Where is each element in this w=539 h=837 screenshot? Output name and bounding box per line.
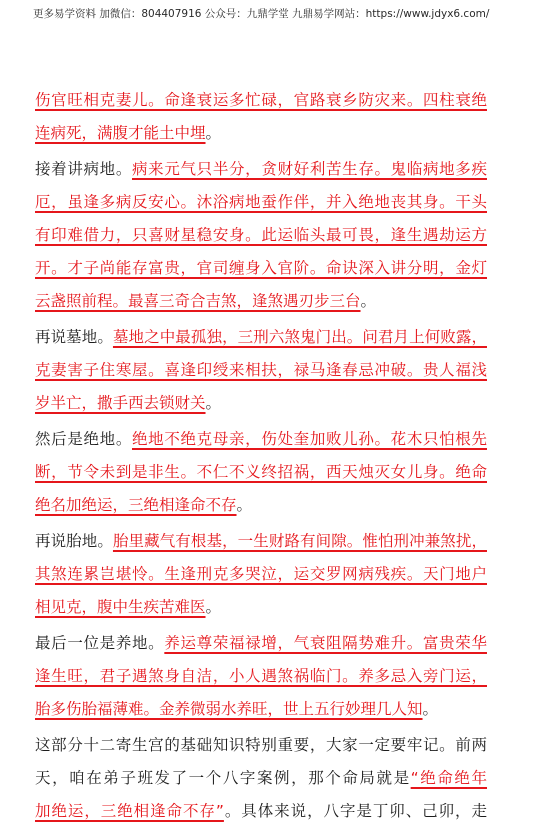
- text-line: [35, 84, 487, 117]
- text-line: [35, 627, 487, 660]
- text-line: [35, 186, 487, 219]
- text-line: [35, 285, 487, 318]
- text-line: [35, 660, 487, 693]
- body-text: 。: [205, 598, 222, 616]
- body-text: 。: [236, 496, 253, 514]
- highlighted-verse: 伤官旺相克妻儿。命逢衰运多忙碌，官路衰乡防灾来。四柱衰绝: [35, 91, 487, 109]
- highlighted-verse: 云盏照前程。最喜三奇合吉煞，逢煞遇刃步三台: [35, 292, 361, 310]
- text-line: [35, 489, 487, 522]
- highlighted-verse: 有印难借力，只喜财星稳安身。此运临头最可畏，逢生遇劫运方: [35, 226, 487, 244]
- highlighted-verse: 胎多伤胎福薄难。金养微弱水养旺，世上五行妙理几人知: [35, 700, 423, 718]
- highlighted-verse: 墓地之中最孤独，三刑六煞鬼门出。问君月上何败露，: [112, 328, 487, 346]
- text-line: [35, 354, 487, 387]
- text-line: [35, 387, 487, 420]
- text-line: [35, 525, 487, 558]
- body-text: 接着讲病地。: [35, 160, 132, 178]
- text-line: [35, 252, 487, 285]
- paragraph: [35, 153, 487, 318]
- highlighted-verse: 病来元气只半分，贪财好利苦生存。鬼临病地多疾: [132, 160, 487, 178]
- paragraph: [35, 84, 487, 150]
- body-text: 。具体来说，八字是丁卯、己卯，走: [223, 802, 487, 820]
- highlighted-verse: 克妻害子住寒屋。喜逢印绶来相扶，禄马逢春忌冲破。贵人福浅: [35, 361, 487, 379]
- body-text: 。: [205, 394, 222, 412]
- text-line: [35, 729, 487, 762]
- highlighted-verse: 绝名加绝运，三绝相逢命不存: [35, 496, 237, 514]
- body-text: 这部分十二寄生宫的基础知识特别重要，大家一定要牢记。前两: [35, 736, 487, 754]
- highlighted-verse: 逢生旺，君子遇煞身自洁，小人遇煞祸临门。养多忌入旁门运，: [35, 667, 487, 685]
- document-body: [35, 84, 487, 831]
- highlighted-verse: 岁半亡，撒手西去锁财关: [35, 394, 206, 412]
- body-text: 然后是绝地。: [35, 430, 132, 448]
- text-line: [35, 117, 487, 150]
- quoted-verse: 加绝运，三绝相逢命不存”: [35, 802, 224, 820]
- highlighted-verse: 胎里藏气有根基，一生财路有间隙。惟怕刑冲兼煞扰，: [112, 532, 487, 550]
- highlighted-verse: 其煞连累岂堪怜。生逢刑克多哭泣，运交罗网病残疾。天门地户: [35, 565, 487, 583]
- text-line: [35, 558, 487, 591]
- highlighted-verse: 绝地不绝克母亲，伤处奎加败儿孙。花木只怕根先: [132, 430, 487, 448]
- text-line: [35, 321, 487, 354]
- text-line: [35, 762, 487, 795]
- text-line: [35, 591, 487, 624]
- text-line: [35, 219, 487, 252]
- highlighted-verse: 养运尊荣福禄增，气衰阻隔势难升。富贵荣华: [164, 634, 487, 652]
- body-text: 天，咱在弟子班发了一个八字案例，那个命局就是: [35, 769, 411, 787]
- paragraph: [35, 423, 487, 522]
- text-line: [35, 423, 487, 456]
- paragraph: [35, 321, 487, 420]
- body-text: 。: [205, 124, 222, 142]
- quoted-verse: “绝命绝年: [410, 769, 487, 787]
- text-line: [35, 693, 487, 726]
- highlighted-verse: 开。才子尚能存富贵，官司缠身入官阶。命诀深入讲分明，金灯: [35, 259, 487, 277]
- highlighted-verse: 连病死，满腹才能土中埋: [35, 124, 206, 142]
- highlighted-verse: 相见克，腹中生疾苦难医: [35, 598, 206, 616]
- highlighted-verse: 断，节令未到是非生。不仁不义终招祸，西天烛灭女儿身。绝命: [35, 463, 487, 481]
- body-text: 再说胎地。: [35, 532, 113, 550]
- paragraph: [35, 627, 487, 726]
- text-line: [35, 456, 487, 489]
- body-text: 再说墓地。: [35, 328, 113, 346]
- body-text: 。: [360, 292, 377, 310]
- highlighted-verse: 厄，虽逢多病反安心。沐浴病地蚕作伴，并入绝地丧其身。干头: [35, 193, 487, 211]
- body-text: 最后一位是养地。: [35, 634, 165, 652]
- text-line: [35, 153, 487, 186]
- body-text: 。: [422, 700, 439, 718]
- paragraph: [35, 525, 487, 624]
- paragraph: [35, 729, 487, 828]
- page-header-notice: 更多易学资料 加微信：804407916 公众号：九鼎学堂 九鼎易学网站：https://www.jdyx6.com/: [33, 8, 490, 20]
- text-line: [35, 795, 487, 828]
